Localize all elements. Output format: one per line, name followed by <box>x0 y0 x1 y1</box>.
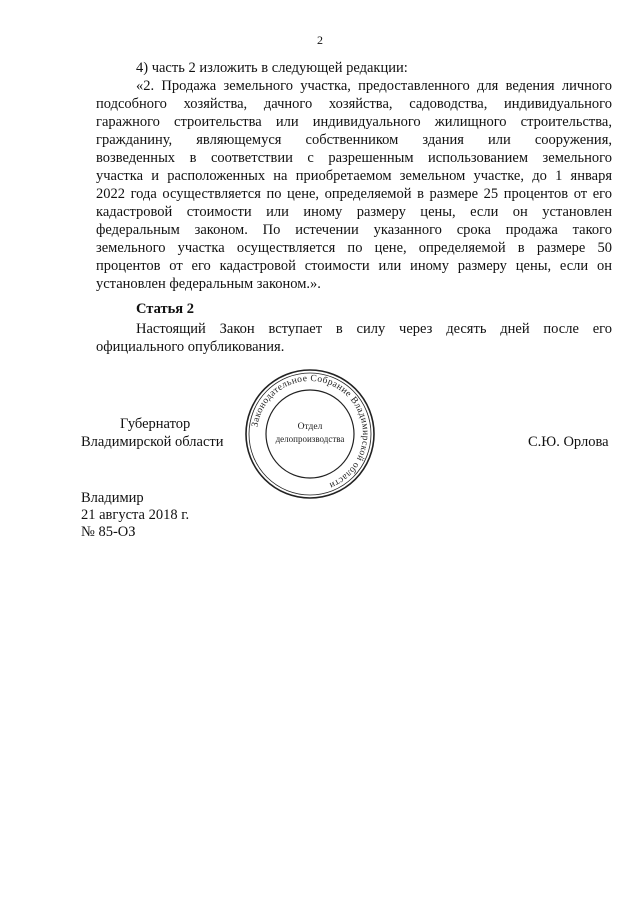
stamp-center-line2: делопроизводства <box>275 434 345 444</box>
article-title: Статья 2 <box>136 301 194 317</box>
law-number: № 85-ОЗ <box>81 524 136 540</box>
page-number: 2 <box>317 33 323 47</box>
item4-line: возведенных в соответствии с разрешенным использованием земельного <box>96 150 612 166</box>
place: Владимир <box>81 490 144 506</box>
signatory-role: Губернатор <box>120 416 191 432</box>
item4-line: земельного участка осуществляется по цене, определяемой в размере 50 <box>96 240 612 256</box>
item4-line: участка и расположенных на приобретаемом земельном участке, до 1 января <box>96 168 612 184</box>
official-stamp <box>243 367 377 501</box>
stamp-ring-text: Законодательное Собрание Владимирской области <box>250 373 371 491</box>
article-text-end: официального опубликования. <box>96 339 285 355</box>
item4-line: федеральным законом. По истечении указанного срока продажа такого <box>96 222 612 238</box>
item4-line: гражданину, являющемуся собственником здания или сооружения, <box>96 132 612 148</box>
item4-line: подсобного хозяйства, дачного хозяйства, садоводства, индивидуального <box>96 96 612 112</box>
item4-line: «2. Продажа земельного участка, предоставленного для ведения личного <box>136 78 612 94</box>
item4-line: гаражного строительства или индивидуального жилищного строительства, <box>96 114 612 130</box>
signatory-region: Владимирской области <box>81 434 224 450</box>
item4-intro: 4) часть 2 изложить в следующей редакции: <box>136 60 408 76</box>
article-text: Настоящий Закон вступает в силу через десять дней после его <box>136 321 612 337</box>
item4-line-last: установлен федеральным законом.». <box>96 276 321 292</box>
item4-line: процентов от его кадастровой стоимости или иному размеру цены, если он <box>96 258 612 274</box>
stamp-center-line1: Отдел <box>297 422 323 432</box>
date: 21 августа 2018 г. <box>81 507 190 523</box>
item4-line: 2022 года осуществляется по цене, определяемой в размере 25 процентов от его <box>96 186 612 202</box>
signatory-name: С.Ю. Орлова <box>528 434 609 450</box>
item4-line: кадастровой стоимости или иному размеру цены, если он установлен <box>96 204 612 220</box>
